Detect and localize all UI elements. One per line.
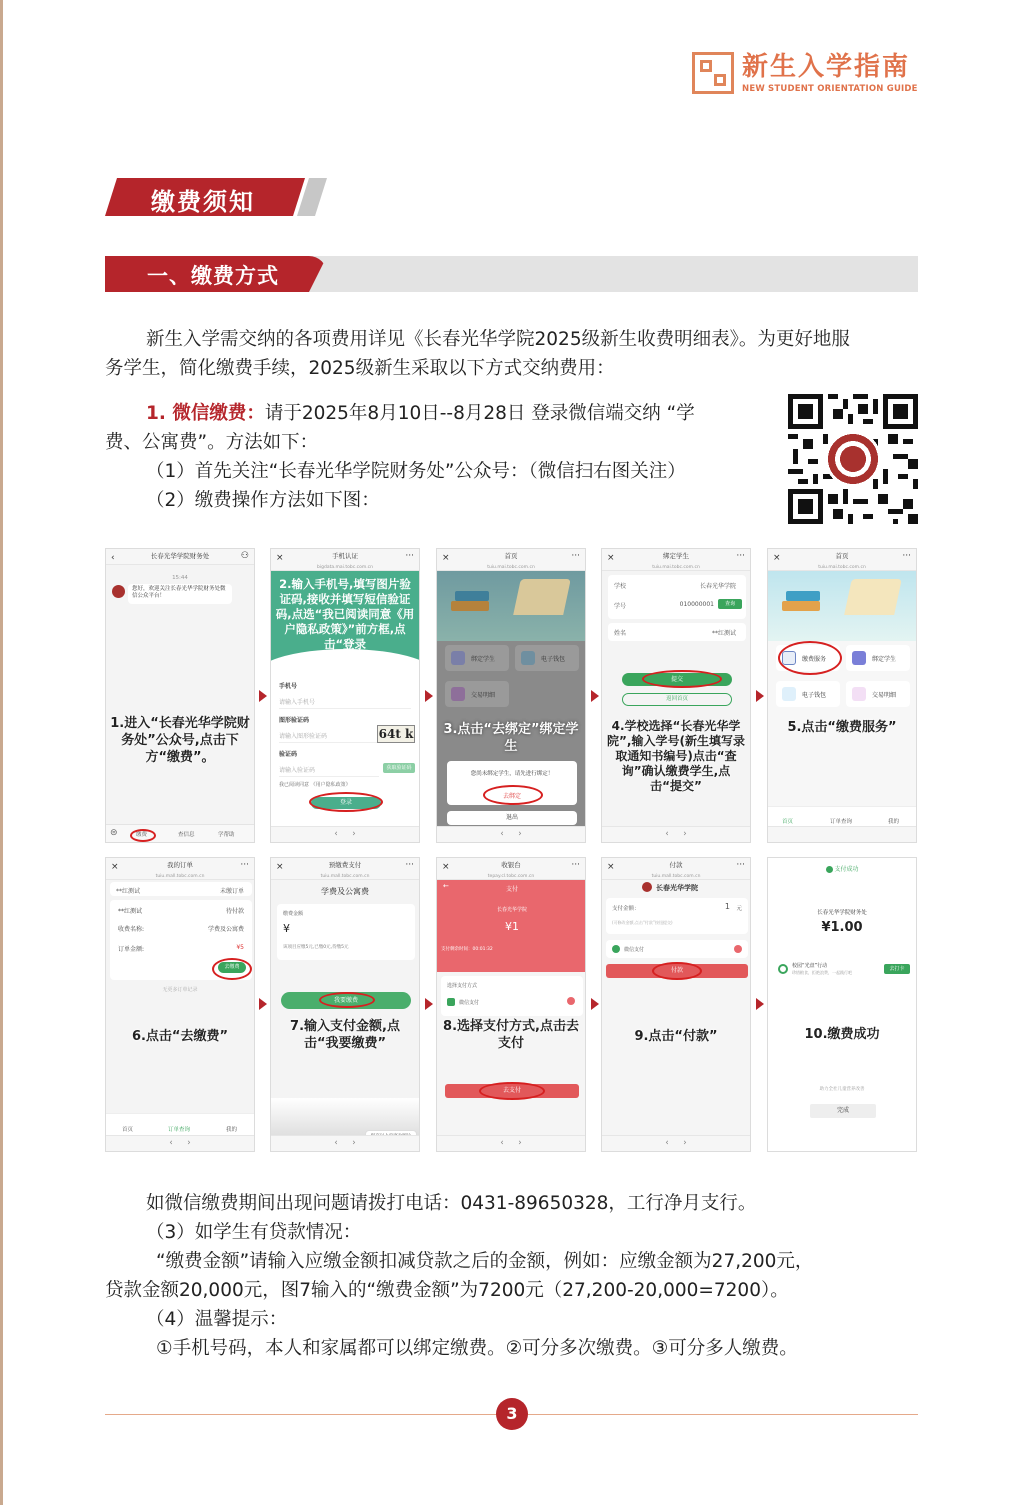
step10-caption: 10.缴费成功 xyxy=(804,1027,880,1042)
highlight-circle xyxy=(212,958,252,980)
page-number: 3 xyxy=(496,1398,528,1430)
nav-arrows: ‹ › xyxy=(437,826,585,842)
nav-arrows: ‹ › xyxy=(437,1135,585,1151)
note-tips-title: （4）温馨提示： xyxy=(146,1309,288,1330)
note-loan-2: 贷款金额20,000元，图7输入的“缴费金额”为7200元（27,200-20,000=7200）。 xyxy=(105,1280,789,1301)
avatar xyxy=(112,585,125,598)
section-title: 缴费须知 xyxy=(151,188,255,216)
login-button[interactable]: 登录 xyxy=(311,797,381,809)
step7-title: 学费及公寓费 xyxy=(321,887,369,896)
school-select[interactable]: 长春光华学院 xyxy=(699,583,736,590)
success-icon xyxy=(826,866,833,873)
arrow-icon xyxy=(425,690,433,702)
highlight-circle xyxy=(130,829,156,842)
back-icon: ‹ xyxy=(111,553,115,563)
more-icon: ··· xyxy=(240,860,249,870)
close-icon: × xyxy=(773,553,781,563)
nav-arrows: ‹ › xyxy=(106,1135,254,1151)
school-logo xyxy=(642,882,652,892)
wechat-pay-icon xyxy=(612,945,620,953)
go-pay-button[interactable]: 去支付 xyxy=(445,1084,579,1098)
nav-arrows: ‹ › xyxy=(602,1135,750,1151)
step7-header: 预缴费支付 xyxy=(328,861,362,869)
nav-mine[interactable]: 我的 xyxy=(226,1127,238,1133)
step7-caption: 7.输入支付金额,点击“我要缴费” xyxy=(290,1019,400,1051)
step-5-screenshot xyxy=(767,548,917,843)
back-arrow-icon: ← xyxy=(443,882,449,890)
step-4-screenshot xyxy=(601,548,751,843)
nav-orders[interactable]: 订单查询 xyxy=(168,1127,191,1133)
close-icon: × xyxy=(607,553,615,563)
more-icon: ··· xyxy=(405,860,414,870)
step6-header: 我的订单 xyxy=(167,861,193,869)
captcha-image[interactable]: 64t k xyxy=(378,727,414,741)
name-row: 姓名 **红测试 xyxy=(608,623,746,641)
bind-form: 学校 长春光华学院 学号 010000001 查询 xyxy=(608,575,746,619)
step4-caption: 4.学校选择“长春光华学院”,输入学号(新生填写录取通知书编号)点击“查询”确认缴费学生,点击“提交” xyxy=(607,719,745,793)
privacy-agree-checkbox[interactable]: 我已阅读同意 《用户隐私政策》 xyxy=(279,782,351,788)
tile-transactions[interactable]: 交易明细 xyxy=(846,681,910,707)
step5-url: tuiu.mai.tobc.com.cn xyxy=(818,565,866,570)
nav-arrows: ‹ › xyxy=(602,826,750,842)
intro-line2: 务学生，简化缴费手续，2025级新生采取以下方式交纳费用： xyxy=(105,358,615,379)
step8-url: tepay.cl.tobc.com.cn xyxy=(487,874,535,879)
tile-bind-student[interactable]: 绑定学生 xyxy=(846,645,910,671)
wechat-pay-option[interactable]: 微信支付 xyxy=(624,947,645,953)
note-loan-1: “缴费金额”请输入应缴金额扣减贷款之后的金额，例如：应缴金额为27,200元， xyxy=(156,1251,814,1272)
step1-header: 长春光华学院财务处 xyxy=(150,552,210,560)
step1-message: 您好，欢迎关注长春光华学院财务处微信公众平台！ xyxy=(128,584,232,604)
arrow-icon xyxy=(259,690,267,702)
header-logo xyxy=(692,52,918,94)
step6-url: tuiu.mall.tobc.com.cn xyxy=(155,874,205,879)
note-phone: 如微信缴费期间出现问题请拨打电话：0431-89650328，工行净月支行。 xyxy=(146,1193,757,1214)
close-icon: × xyxy=(276,862,284,872)
step9-header: 付款 xyxy=(669,861,683,869)
step7-url: tuiu.mall.tobc.com.cn xyxy=(320,874,370,879)
phone-input[interactable]: 请输入手机号 xyxy=(279,697,411,709)
wechat-label: 1. 微信缴费： xyxy=(146,403,265,424)
phone-label: 手机号 xyxy=(279,683,298,690)
arrow-icon xyxy=(425,998,433,1010)
step3-caption: 3.点击“去绑定”绑定学生 xyxy=(443,722,579,754)
more-icon: ··· xyxy=(736,860,745,870)
step-7-screenshot: × 预缴费支付 tuiu.mall.tobc.com.cn ··· 学费及公寓费 缴费金额 ¥ 该项目应缴5元,已缴0元,待缴5元 我要缴费 7.输入支付金额,点击“我要缴费” ‹ › xyxy=(270,857,420,1152)
student-icon xyxy=(451,651,465,665)
arrow-icon xyxy=(756,690,764,702)
nav-orders[interactable]: 订单查询 xyxy=(830,819,853,825)
done-button[interactable]: 完成 xyxy=(810,1104,876,1118)
intro-line1: 新生入学需交纳的各项费用详见《长春光华学院2025级新生收费明细表》。为更好地服 xyxy=(146,329,850,350)
highlight-circle xyxy=(309,792,383,812)
close-icon: × xyxy=(607,862,615,872)
menu-help[interactable]: 学帮助 xyxy=(218,832,235,838)
arrow-icon xyxy=(259,998,267,1010)
student-id-input[interactable]: 010000001 xyxy=(679,601,714,608)
books-banner xyxy=(768,571,917,641)
wechat-step2: （2）缴费操作方法如下图： xyxy=(146,490,380,511)
step8-header: 收银台 xyxy=(501,861,521,869)
pay-amount-input[interactable]: 1 xyxy=(724,902,730,911)
pay-success-label: 支付成功 xyxy=(768,864,916,873)
more-icon: ··· xyxy=(405,551,414,561)
step2-header: 手机认证 xyxy=(332,552,358,560)
step3-url: tuiu.mai.tobc.com.cn xyxy=(487,565,535,570)
step2-url: bigdata.mai.tobc.com.cn xyxy=(317,565,373,570)
step-6-screenshot: × 我的订单 tuiu.mall.tobc.com.cn ··· **红测试 未缴订单 **红测试 待付款 收费名称: 学费及公寓费 订单金额: ¥5 去缴费 无更多订单记录 6.点击“去缴费” 首页 订单查询 我的 ‹ › xyxy=(105,857,255,1152)
paid-amount: ¥1.00 xyxy=(821,920,863,935)
bottom-nav xyxy=(768,806,916,826)
tile-bind-student[interactable]: 绑定学生 xyxy=(445,645,509,671)
go-bind-button[interactable]: 去绑定 xyxy=(502,793,521,800)
transactions-icon xyxy=(451,687,465,701)
query-button[interactable]: 查询 xyxy=(718,599,742,609)
subsection-title: 一、缴费方式 xyxy=(147,264,279,288)
keyboard-icon: ⊜ xyxy=(110,828,118,838)
student-icon xyxy=(852,651,866,665)
step-10-screenshot: 支付成功 长春光华学院财务处 ¥1.00 校园“光盘”行动 珍惜粮食，拒绝浪费，一起践行吧 去打卡 10.缴费成功 助力全社儿童营养改善 完成 xyxy=(767,857,917,1152)
pay-now-button[interactable]: 我要缴费 xyxy=(281,992,411,1009)
wechat-line2: 费、公寓费”。方法如下： xyxy=(105,432,319,453)
wechat-pay-icon xyxy=(447,998,455,1006)
header-title-cn: 新生入学指南 xyxy=(742,52,911,82)
step-1-screenshot xyxy=(105,548,255,843)
highlight-circle xyxy=(483,785,543,805)
wechat-step1: （1）首先关注“长春光华学院财务处”公众号：（微信扫右图关注） xyxy=(146,461,686,482)
books-banner xyxy=(437,571,586,641)
bottom-nav xyxy=(106,1113,254,1135)
nav-arrows: ‹ › xyxy=(271,1135,419,1151)
step-9-screenshot: × 付款 tuiu.mall.tobc.com.cn ··· 长春光华学院 支付金额： 1 元 (可修改金额,点击“付款”按钮提交) 微信支付 付款 9.点击“付款” ‹ › xyxy=(601,857,751,1152)
step9-caption: 9.点击“付款” xyxy=(634,1029,718,1044)
step-8-screenshot xyxy=(436,857,586,1152)
exit-button[interactable]: 退出 xyxy=(447,811,577,825)
step-2-screenshot xyxy=(270,548,420,843)
tile-wallet[interactable]: 电子钱包 xyxy=(515,645,579,671)
sms-label: 验证码 xyxy=(279,751,298,758)
wallet-icon xyxy=(521,651,535,665)
step4-url: tuiu.mai.tobc.com.cn xyxy=(652,565,700,570)
arrow-icon xyxy=(591,998,599,1010)
amount-input[interactable]: ¥ xyxy=(283,922,290,935)
qr-code-image xyxy=(788,394,918,524)
more-icon: ··· xyxy=(736,551,745,561)
wechat-line1 xyxy=(146,399,786,428)
captcha-label: 图形验证码 xyxy=(279,717,310,724)
wallet-icon xyxy=(782,687,796,701)
highlight-circle xyxy=(778,641,842,675)
menu-query[interactable]: 查信息 xyxy=(178,832,195,838)
section-banner xyxy=(105,178,327,216)
heart-icon xyxy=(778,964,788,974)
pay-button[interactable]: 付款 xyxy=(606,964,748,978)
step1-time: 15:44 xyxy=(172,575,188,581)
go-pay-button[interactable]: 去缴费 xyxy=(218,962,246,973)
nav-mine[interactable]: 我的 xyxy=(888,819,900,825)
header-title-en: NEW STUDENT ORIENTATION GUIDE xyxy=(742,84,918,94)
nav-arrows: ‹ › xyxy=(271,826,419,842)
tile-pay-service[interactable]: 缴费服务 xyxy=(776,645,840,671)
pay-method-card: 选择支付方式 微信支付 xyxy=(441,976,583,1016)
tile-wallet[interactable]: 电子钱包 xyxy=(776,681,840,707)
step-3-screenshot xyxy=(436,548,586,843)
nav-home[interactable]: 首页 xyxy=(122,1127,134,1133)
transactions-icon xyxy=(852,687,866,701)
step4-header: 绑定学生 xyxy=(663,552,689,560)
more-icon: ··· xyxy=(571,551,580,561)
wechat-pay-option[interactable]: 微信支付 xyxy=(459,1000,480,1006)
step9-url: tuiu.mall.tobc.com.cn xyxy=(651,874,701,879)
logo-mark-icon xyxy=(692,52,734,94)
check-icon xyxy=(734,945,742,953)
step2-caption: 2.输入手机号,填写图片验证码,接收并填写短信验证码,点选“我已阅读同意《用户隐私政策》”前方框,点击“登录 xyxy=(275,577,415,651)
step1-caption: 1.进入“长春光华学院财务处”公众号,点击下方“缴费”。 xyxy=(110,716,250,765)
more-icon: ··· xyxy=(902,551,911,561)
menu-pay[interactable]: 缴费 xyxy=(136,832,148,838)
note-loan-title: （3）如学生有贷款情况： xyxy=(146,1222,362,1243)
check-icon xyxy=(567,997,575,1005)
step6-caption: 6.点击“去缴费” xyxy=(131,1029,229,1044)
arrow-icon xyxy=(591,690,599,702)
more-icon: ··· xyxy=(571,860,580,870)
step5-header: 首页 xyxy=(835,552,849,560)
submit-button[interactable]: 提交 xyxy=(622,673,732,686)
captcha-input[interactable]: 请输入图形验证码 xyxy=(279,731,379,743)
nav-home[interactable]: 首页 xyxy=(782,819,794,825)
step5-caption: 5.点击“缴费服务” xyxy=(787,720,897,735)
step8-caption: 8.选择支付方式,点击去支付 xyxy=(443,1019,579,1051)
close-icon: × xyxy=(111,862,119,872)
subsection-bar xyxy=(105,256,918,292)
highlight-circle xyxy=(319,992,375,1008)
profile-icon: ⚇ xyxy=(240,551,249,561)
note-tips: ①手机号码，本人和家属都可以绑定缴费。②可分多次缴费。③可分多人缴费。 xyxy=(156,1338,798,1359)
sms-input[interactable]: 请输入验证码 xyxy=(279,765,379,777)
highlight-circle xyxy=(479,1082,545,1100)
arrow-icon xyxy=(756,998,764,1010)
back-home-button[interactable]: 返回首页 xyxy=(622,693,732,706)
wechat-menu-bar xyxy=(106,824,254,842)
dialog-message: 您尚未绑定学生，请先进行绑定！ xyxy=(470,771,554,777)
wechat-line1-rest: 请于2025年8月10日--8月28日 登录微信端交纳 “学 xyxy=(264,403,695,424)
step3-header: 首页 xyxy=(504,552,518,560)
close-icon: × xyxy=(442,553,450,563)
close-icon: × xyxy=(276,553,284,563)
order-filter-select[interactable]: 未缴订单 xyxy=(219,888,244,895)
tile-transactions[interactable]: 交易明细 xyxy=(445,681,509,707)
checkin-button[interactable]: 去打卡 xyxy=(884,964,910,974)
cashier-header: ← 支付 长春光华学院 ¥1 支付剩余时间：00:01:32 xyxy=(437,880,586,972)
order-card: **红测试 待付款 收费名称: 学费及公寓费 订单金额: ¥5 去缴费 xyxy=(110,900,252,980)
highlight-circle xyxy=(642,670,722,688)
get-code-button[interactable]: 获取验证码 xyxy=(383,763,415,773)
close-icon: × xyxy=(442,862,450,872)
highlight-circle xyxy=(652,962,702,980)
